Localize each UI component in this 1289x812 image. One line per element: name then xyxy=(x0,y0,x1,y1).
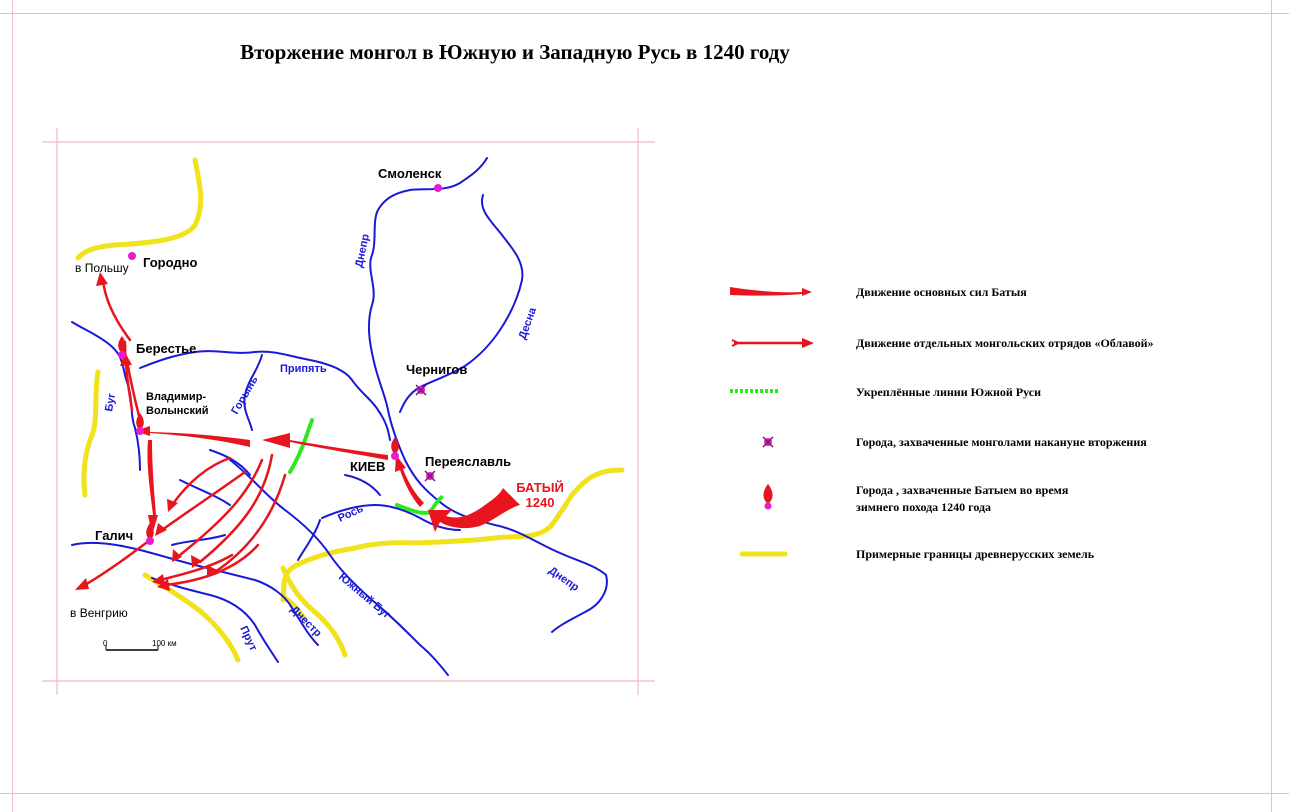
label-vladimir-2: Волынский xyxy=(146,405,209,417)
city-marker-gorodno xyxy=(128,252,136,260)
legend-text-detachments: Движение отдельных монгольских отрядов «Облавой» xyxy=(856,336,1154,350)
label-berestye: Берестье xyxy=(136,341,197,356)
captured-city-icon xyxy=(730,425,820,465)
label-to-hungary: в Венгрию xyxy=(70,606,128,620)
legend-item-captured-before xyxy=(730,425,1270,465)
label-river-bug: Буг xyxy=(103,392,119,413)
detachment-arrow-icon xyxy=(730,326,820,366)
city-marker-smolensk xyxy=(434,184,442,192)
legend-text-captured-1240: Города , захваченные Батыем во время зимнего похода 1240 года xyxy=(856,483,1069,514)
label-batu-year: 1240 xyxy=(525,495,555,510)
legend-text-fortifications: Укреплённые линии Южной Руси xyxy=(856,385,1042,399)
scale-label: 100 км xyxy=(152,639,177,648)
label-river-prut: Прут xyxy=(237,624,260,653)
map-frame xyxy=(42,128,655,695)
legend-item-main-forces xyxy=(730,275,1270,315)
legend-text-borders: Примерные границы древнерусских земель xyxy=(856,547,1095,561)
city-marker-chernigov xyxy=(416,385,426,395)
label-smolensk: Смоленск xyxy=(378,166,442,181)
label-river-desna: Десна xyxy=(516,306,540,342)
fire-icon xyxy=(730,478,820,518)
page-title: Вторжение монгол в Южную и Западную Русь в 1240 году xyxy=(240,40,790,64)
legend-text-main-forces: Движение основных сил Батыя xyxy=(856,285,1027,299)
page-guide-bottom xyxy=(0,793,1289,794)
label-batu: БАТЫЙ xyxy=(516,480,564,495)
legend-item-fortifications xyxy=(730,375,1270,415)
legend-item-captured-1240 xyxy=(730,478,1270,518)
scale-bar xyxy=(103,639,177,650)
label-river-pripyat: Припять xyxy=(280,363,327,375)
label-river-dnepr-north: Днепр xyxy=(353,232,372,269)
fire-icon-berestye xyxy=(118,336,126,359)
direction-labels xyxy=(70,261,129,620)
label-river-goryn: Горынь xyxy=(229,374,261,417)
legend-text-captured-before: Города, захваченные монголами накануне вторжения xyxy=(856,435,1147,449)
label-river-yuzhny-bug: Южный Буг xyxy=(336,571,393,622)
label-kiev: КИЕВ xyxy=(350,459,386,474)
legend-item-detachments xyxy=(730,326,1270,366)
label-to-poland: в Польшу xyxy=(75,261,129,275)
scale-zero: 0 xyxy=(103,639,108,648)
label-gorodno: Городно xyxy=(143,255,198,270)
map xyxy=(0,0,660,700)
label-galich: Галич xyxy=(95,528,134,543)
city-marker-pereyaslavl xyxy=(425,471,435,481)
main-force-arrow-icon xyxy=(730,275,820,315)
border-line-icon xyxy=(730,537,820,577)
label-river-ros: Рось xyxy=(336,502,366,525)
river-labels xyxy=(103,233,581,654)
label-chernigov: Чернигов xyxy=(406,362,468,377)
page-guide-right xyxy=(1271,0,1272,812)
city-labels xyxy=(95,166,511,543)
label-vladimir-1: Владимир- xyxy=(146,391,207,403)
label-river-dnestr: Днестр xyxy=(287,603,324,640)
batu-label xyxy=(516,480,564,510)
fire-icon-vladimir xyxy=(136,413,144,435)
label-river-dnepr-south: Днепр xyxy=(546,564,581,594)
legend-item-borders xyxy=(730,537,1270,577)
label-pereyaslavl: Переяславль xyxy=(425,454,512,469)
fortification-line-icon xyxy=(730,375,820,415)
